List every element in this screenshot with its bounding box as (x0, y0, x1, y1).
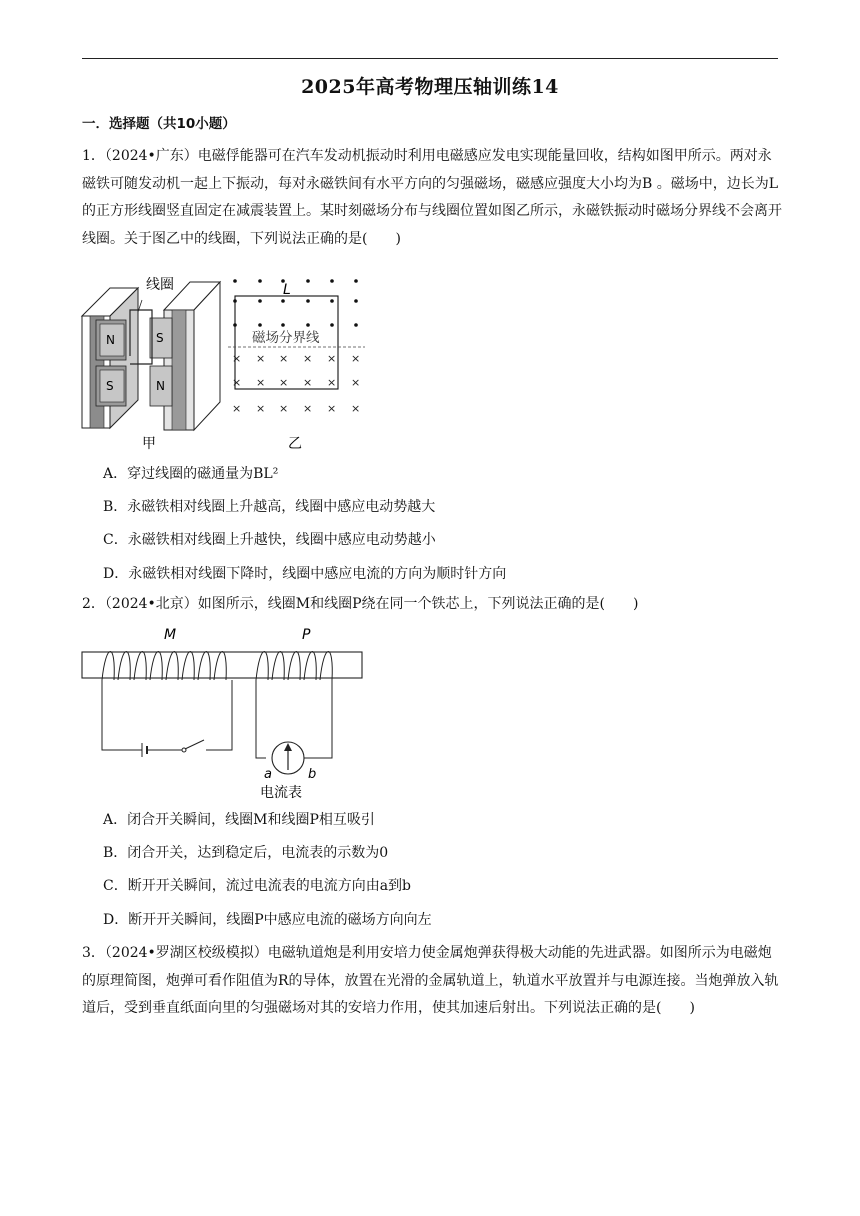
cross-field (232, 352, 360, 415)
svg-text:×: × (303, 376, 313, 389)
q1-option-c: C．永磁铁相对线圈上升越快，线圈中感应电动势越小 (103, 532, 436, 548)
boundary-label: 磁场分界线 (252, 330, 320, 346)
figure-yi-label: 乙 (288, 436, 302, 452)
q1-option-a: A．穿过线圈的磁通量为BL² (103, 466, 279, 482)
terminal-b-label: b (308, 767, 317, 782)
svg-text:×: × (256, 402, 266, 415)
q2-option-b: B．闭合开关，达到稳定后，电流表的示数为0 (103, 845, 389, 861)
svg-text:×: × (232, 376, 242, 389)
svg-text:×: × (256, 376, 266, 389)
coil-m-label: M (164, 627, 177, 643)
section-heading: 一．选择题（共10小题） (82, 116, 236, 132)
svg-text:×: × (279, 352, 289, 365)
svg-text:×: × (279, 376, 289, 389)
magnet-s-right: S (156, 331, 164, 345)
page-title: 2025年高考物理压轴训练14 (301, 76, 559, 98)
svg-text:×: × (327, 352, 337, 365)
svg-text:×: × (256, 352, 266, 365)
ammeter-label: 电流表 (260, 785, 302, 801)
terminal-a-label: a (264, 767, 272, 782)
dot-field (233, 279, 358, 327)
magnet-n-right: N (156, 379, 165, 393)
svg-text:×: × (232, 352, 242, 365)
svg-text:×: × (327, 376, 337, 389)
svg-text:×: × (351, 376, 361, 389)
q2-option-d: D．断开开关瞬间，线圈P中感应电流的磁场方向向左 (103, 912, 432, 928)
svg-text:×: × (303, 352, 313, 365)
svg-text:×: × (351, 402, 361, 415)
magnet-n-left: N (106, 333, 115, 347)
svg-text:×: × (303, 402, 313, 415)
coil-label: 线圈 (146, 277, 174, 293)
q1-option-d: D．永磁铁相对线圈下降时，线圈中感应电流的方向为顺时针方向 (103, 566, 507, 582)
question-2-figure (80, 622, 370, 802)
iron-core (82, 652, 362, 678)
svg-text:×: × (232, 402, 242, 415)
question-3-stem: 3．（2024•罗湖区校级模拟）电磁轨道炮是利用安培力使金属炮弹获得极大动能的先进武器。如图所示为电磁炮的原理简图，炮弹可看作阻值为R的导体，放置在光滑的金属轨道上，轨道水平放置并与电源连接。当炮弹放入轨道后，受到垂直纸面向里的匀强磁场对其的安培力作用，使其加速后射出。下列说法正确的是( ) (82, 945, 779, 1016)
q1-option-b: B．永磁铁相对线圈上升越高，线圈中感应电动势越大 (103, 499, 436, 515)
question-1-figure (80, 270, 370, 455)
svg-text:×: × (327, 402, 337, 415)
q2-option-c: C．断开开关瞬间，流过电流表的电流方向由a到b (103, 878, 412, 894)
svg-text:×: × (279, 402, 289, 415)
side-length-label: L (283, 282, 291, 298)
q2-option-a: A．闭合开关瞬间，线圈M和线圈P相互吸引 (103, 812, 375, 828)
figure-jia-label: 甲 (142, 436, 156, 452)
coil-p-label: P (302, 627, 311, 643)
question-2-stem: 2．（2024•北京）如图所示，线圈M和线圈P绕在同一个铁芯上，下列说法正确的是( ) (82, 596, 639, 612)
question-1-stem: 1．（2024•广东）电磁俘能器可在汽车发动机振动时利用电磁感应发电实现能量回收，结构如图甲所示。两对永磁铁可随发动机一起上下振动，每对永磁铁间有水平方向的匀强磁场，磁感应强度大小均为B 。磁场中，边长为L的正方形线圈竖直固定在减震装置上。某时刻磁场分布与线圈位置如图乙所示，永磁铁振动时磁场分界线不会离开线圈。关于图乙中的线圈，下列说法正确的是( ) (82, 148, 782, 247)
svg-text:×: × (351, 352, 361, 365)
header-rule (82, 58, 778, 59)
magnet-s-left: S (106, 379, 114, 393)
